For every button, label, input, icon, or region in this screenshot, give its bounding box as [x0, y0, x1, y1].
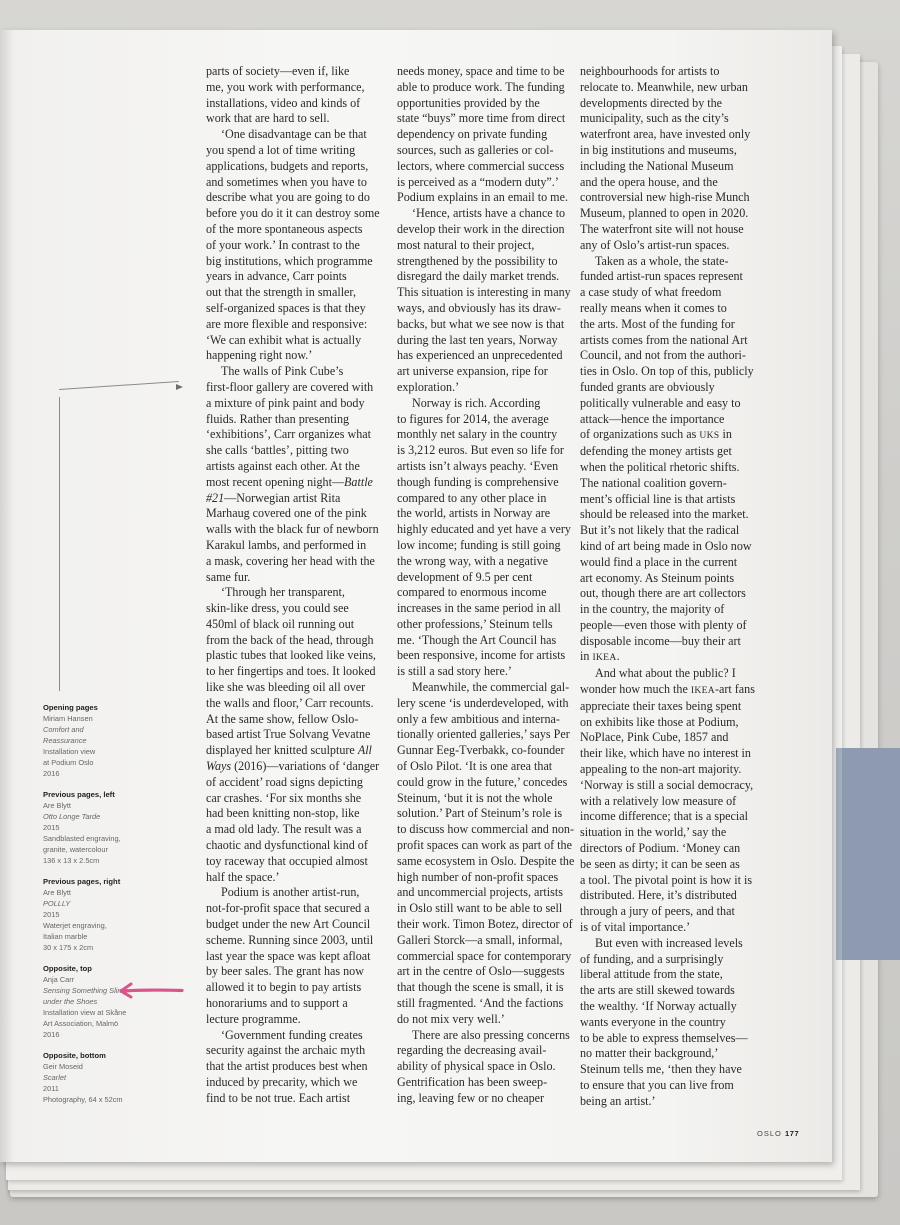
text-line: find to be not true. Each artist: [206, 1090, 351, 1105]
caption-group: [43, 789, 193, 866]
text-line: disposable income—buy their art: [580, 633, 741, 648]
text-line: art economy. As Steinum points: [580, 570, 735, 585]
text-line: through a jury of peers, and that: [580, 904, 735, 919]
text-line: the wrong way, with a negative: [397, 553, 549, 568]
paragraph: [397, 680, 581, 1028]
text-line: Gunnar Eeg-Tverbakk, co-founder: [397, 743, 565, 758]
text-line: art universe expansion, ripe for: [397, 364, 548, 379]
caption-line: Installation view: [43, 747, 96, 756]
text-line: induced by precarity, which we: [206, 1075, 358, 1089]
text-line: and the opera house, and the: [580, 174, 718, 189]
caption-line: 2015: [43, 910, 60, 919]
caption-group: [43, 963, 193, 1040]
text-line: fluids. Rather than presenting: [206, 411, 350, 426]
text-line: There are also pressing concerns: [412, 1027, 570, 1042]
text-line: last year the space was kept afloat: [206, 948, 371, 963]
text-line: wants everyone in the country: [580, 1014, 726, 1029]
text-line: from the back of the head, through: [206, 632, 374, 647]
text-line: to be able to express themselves—: [580, 1030, 748, 1045]
paragraph: [397, 64, 581, 206]
image-captions: [43, 702, 193, 1115]
text-line: This situation is interesting in many: [397, 285, 571, 300]
paragraph: [206, 1028, 390, 1107]
article-column-3: [580, 64, 764, 1110]
caption-line: Sandblasted engraving,: [43, 834, 121, 843]
text-line: waterfront area, have invested only: [580, 127, 751, 142]
text-line: disregard the daily market trends.: [397, 269, 560, 284]
text-line: half the space.’: [206, 869, 280, 884]
text-line: artists comes from the national Art: [580, 332, 748, 347]
text-line: happening right now.’: [206, 348, 313, 363]
text-line: the arts. Most of the funding for: [580, 316, 735, 331]
text-line: to figures for 2014, the average: [397, 411, 549, 426]
text-line: the wealthy. ‘If Norway actually: [580, 999, 737, 1014]
text-line: is 3,212 euros. But even so life for: [397, 443, 564, 458]
text-line: At the same show, fellow Oslo-: [206, 711, 359, 726]
text-line: Karakul lambs, and performed in: [206, 537, 367, 552]
text-line: do not mix very well.’: [397, 1011, 505, 1026]
text-line: of organizations such as UKS in: [580, 427, 732, 442]
text-line: in IKEA.: [580, 649, 620, 664]
text-line: politically vulnerable and easy to: [580, 395, 741, 410]
text-line: including the National Museum: [580, 158, 734, 173]
caption-line: Waterjet engraving,: [43, 921, 107, 930]
text-line: relocate to. Meanwhile, new urban: [580, 79, 748, 94]
text-line: Steinum tells me, ‘then they have: [580, 1062, 742, 1077]
text-line: and uncommercial projects, artists: [397, 885, 563, 900]
text-line: NoPlace, Pink Cube, 1857 and: [580, 730, 729, 745]
text-line: funded artist-run spaces represent: [580, 269, 743, 284]
text-line: But it’s not likely that the radical: [580, 523, 740, 538]
text-line: ability of physical space in Oslo.: [397, 1059, 556, 1074]
caption-heading: Previous pages, right: [43, 877, 121, 886]
text-line: wonder how much the IKEA-art fans: [580, 682, 755, 697]
article-column-2: [397, 64, 581, 1107]
text-line: that though the scene is small, it is: [397, 980, 564, 995]
text-line: are more flexible and responsive:: [206, 316, 368, 331]
text-line: strengthened by the possibility to: [397, 253, 558, 268]
caption-group: [43, 876, 193, 953]
text-line: should be released into the market.: [580, 507, 749, 522]
text-line: in Oslo still want to be able to sell: [397, 901, 563, 916]
caption-line: Scarlet: [43, 1073, 67, 1082]
text-line: The waterfront site will not house: [580, 221, 744, 236]
side-tab: [842, 748, 900, 960]
text-line: exploration.’: [397, 379, 460, 394]
text-line: ‘One disadvantage can be that: [221, 127, 367, 142]
text-line: installations, video and kinds of: [206, 95, 361, 110]
text-line: been responsive, income for artists: [397, 648, 566, 663]
caption-heading: Opposite, bottom: [43, 1051, 106, 1060]
text-line: a mixture of pink paint and body: [206, 395, 365, 410]
text-line: big institutions, which programme: [206, 253, 373, 268]
caption-group: [43, 702, 193, 779]
text-line: backs, but what we see now is that: [397, 316, 565, 331]
caption-line: Anja Carr: [43, 975, 75, 984]
footer-section: OSLO: [757, 1129, 782, 1138]
text-line: out, though there are art collectors: [580, 586, 746, 601]
text-line: kind of art being made in Oslo now: [580, 538, 752, 553]
text-line: Meanwhile, the commercial gal-: [412, 680, 570, 695]
text-line: is still a sad story here.’: [397, 664, 512, 679]
caption-line: at Podium Oslo: [43, 758, 94, 767]
text-line: directors of Podium. ‘Money can: [580, 841, 741, 856]
text-line: low income; funding is still going: [397, 537, 561, 552]
text-line: car crashes. ‘For six months she: [206, 790, 362, 805]
text-line: Galleri Storck—a small, informal,: [397, 932, 563, 947]
text-line: based artist True Solvang Vevatne: [206, 727, 371, 742]
text-line: state “buys” more time from direct: [397, 111, 566, 126]
text-line: though funding is comprehensive: [397, 474, 559, 489]
text-line: be seen as dirty; it can be seen as: [580, 856, 740, 871]
caption-line: Otto Longe Tarde: [43, 812, 101, 821]
text-line: people—even those with plenty of: [580, 617, 747, 632]
paragraph: [397, 1028, 581, 1107]
text-line: income difference; that is a special: [580, 809, 749, 824]
text-line: toy raceway that occupied almost: [206, 853, 368, 868]
text-line: before you do it it can destroy some: [206, 206, 380, 221]
text-line: to her fingertips and toes. It looked: [206, 664, 376, 679]
text-line: attack—hence the importance: [580, 411, 725, 426]
text-line: municipality, such as the city’s: [580, 111, 729, 126]
text-line: of the more spontaneous aspects: [206, 221, 363, 236]
text-line: me, you work with performance,: [206, 79, 365, 94]
text-line: of funding, and a surprisingly: [580, 951, 724, 966]
text-line: of your work.’ In contrast to the: [206, 237, 360, 252]
paragraph: [206, 585, 390, 885]
article-column-1: [206, 64, 390, 1107]
text-line: any of Oslo’s artist-run spaces.: [580, 237, 730, 252]
text-line: compared to any other place in: [397, 490, 547, 505]
text-line: to ensure that you can live from: [580, 1078, 734, 1092]
text-line: regarding the decreasing avail-: [397, 1043, 547, 1058]
caption-line: 136 x 13 x 2.5cm: [43, 856, 100, 865]
text-line: like she was bleeding oil all over: [206, 680, 366, 695]
text-line: lecture programme.: [206, 1011, 301, 1026]
text-line: Taken as a whole, the state-: [595, 253, 729, 268]
text-line: Gentrification has been sweep-: [397, 1075, 548, 1089]
text-line: in big institutions and museums,: [580, 142, 737, 157]
text-line: The walls of Pink Cube’s: [221, 364, 344, 379]
text-line: dependency on private funding: [397, 127, 548, 142]
text-line: is perceived as a “modern duty”.’: [397, 174, 559, 189]
text-line: distributed. Here, it’s distributed: [580, 888, 737, 903]
text-line: of Oslo Pilot. ‘It is one area that: [397, 759, 553, 774]
text-line: The national coalition govern-: [580, 475, 727, 490]
spine-shadow: [0, 30, 14, 1162]
text-line: funded grants are obviously: [580, 379, 715, 394]
text-line: same ecosystem in Oslo. Despite the: [397, 853, 575, 868]
text-line: first-floor gallery are covered with: [206, 379, 374, 394]
text-line: And what about the public? I: [595, 666, 736, 681]
text-line: ‘Norway is still a social democracy,: [580, 777, 754, 792]
text-line: during the last ten years, Norway: [397, 332, 558, 347]
text-line: applications, budgets and reports,: [206, 158, 369, 173]
paragraph: [206, 127, 390, 364]
text-line: being an artist.’: [580, 1093, 656, 1108]
text-line: ‘Government funding creates: [221, 1027, 363, 1042]
text-line: in the country, the majority of: [580, 602, 725, 617]
text-line: solution.’ Part of Steinum’s role is: [397, 806, 563, 821]
text-line: she calls ‘battles’, pitting two: [206, 443, 349, 458]
text-line: controversial new high-rise Munch: [580, 190, 750, 205]
page-footer: [757, 1129, 799, 1138]
text-line: ways, and obviously has its draw-: [397, 300, 561, 315]
text-line: artists isn’t always peachy. ‘Even: [397, 458, 559, 473]
text-line: had been knitting non-stop, like: [206, 806, 360, 821]
caption-line: Are Blytt: [43, 888, 71, 897]
text-line: scheme. Running since 2003, until: [206, 932, 374, 947]
text-line: the world, artists in Norway are: [397, 506, 551, 521]
text-line: security against the archaic myth: [206, 1043, 366, 1058]
text-line: and sometimes when you have to: [206, 174, 367, 189]
caption-heading: Opening pages: [43, 703, 98, 712]
text-line: Council, and not from the authori-: [580, 348, 746, 363]
text-line: their like, which have no interest in: [580, 746, 751, 761]
text-line: artists against each other. At the: [206, 458, 360, 473]
caption-line: 2016: [43, 1030, 60, 1039]
text-line: increases in the same period in all: [397, 601, 561, 616]
text-line: develop their work in the direction: [397, 221, 565, 236]
caption-line: Sensing Something Slimy: [43, 986, 128, 995]
text-line: high number of non-profit spaces: [397, 869, 559, 884]
text-line: commercial space for contemporary: [397, 948, 572, 963]
caption-line: Art Association, Malmö: [43, 1019, 119, 1028]
paragraph: [397, 396, 581, 680]
text-line: their work. Timon Botez, director of: [397, 917, 573, 932]
text-line: lectors, where commercial success: [397, 158, 565, 173]
text-line: ‘Hence, artists have a chance to: [412, 206, 566, 221]
text-line: would find a place in the current: [580, 554, 738, 569]
text-line: ties in Oslo. On top of this, publicly: [580, 364, 754, 379]
arrow-right-icon: [176, 384, 183, 390]
text-line: on exhibits like those at Podium,: [580, 714, 739, 729]
text-line: a mad old lady. The result was a: [206, 822, 362, 837]
text-line: monthly net salary in the country: [397, 427, 558, 442]
text-line: But even with increased levels: [595, 935, 743, 950]
text-line: highly educated and yet have a very: [397, 522, 571, 537]
text-line: the walls and floor,’ Carr recounts.: [206, 695, 374, 710]
text-line: compared to enormous income: [397, 585, 547, 600]
text-line: you spend a lot of time writing: [206, 142, 356, 157]
caption-line: POLLLY: [43, 899, 71, 908]
text-line: art in the centre of Oslo—suggests: [397, 964, 565, 979]
text-line: no matter their background,’: [580, 1046, 719, 1061]
text-line: appealing to the non-art majority.: [580, 762, 742, 777]
paragraph: [206, 64, 390, 127]
text-line: development of 9.5 per cent: [397, 569, 533, 584]
paragraph: [580, 666, 764, 936]
text-line: honorariums and to support a: [206, 996, 348, 1011]
paragraph: [580, 64, 764, 254]
caption-line: Italian marble: [43, 932, 88, 941]
caption-line: under the Shoes: [43, 997, 98, 1006]
text-line: other professions,’ Steinum tells: [397, 616, 553, 631]
text-line: Museum, planned to open in 2020.: [580, 206, 749, 221]
text-line: situation in the world,’ say the: [580, 825, 727, 840]
caption-line: Reassurance: [43, 736, 87, 745]
text-line: a tool. The pivotal point is how it is: [580, 872, 753, 887]
text-line: describe what you are going to do: [206, 190, 370, 205]
text-line: ‘Through her transparent,: [221, 585, 345, 600]
text-line: ‘We can exhibit what is actually: [206, 332, 362, 347]
paragraph: [580, 254, 764, 667]
text-line: defending the money artists get: [580, 444, 732, 459]
text-line: lery scene ‘is underdeveloped, with: [397, 695, 569, 710]
text-line: displayed her knitted sculpture All: [206, 743, 372, 758]
text-line: budget under the new Art Council: [206, 917, 371, 932]
paragraph: [206, 364, 390, 585]
text-line: most natural to their project,: [397, 237, 535, 252]
text-line: is of vital importance.’: [580, 920, 691, 935]
pointer-line-vertical: [59, 397, 60, 691]
text-line: needs money, space and time to be: [397, 64, 565, 78]
text-line: that the artist produces best when: [206, 1059, 368, 1074]
text-line: Ways (2016)—variations of ‘danger: [206, 759, 380, 774]
text-line: 450ml of black oil running out: [206, 616, 355, 631]
text-line: a mask, covering her head with the: [206, 553, 375, 568]
text-line: the arts are still skewed towards: [580, 983, 735, 998]
text-line: most recent opening night—Battle: [206, 474, 373, 489]
text-line: Steinum, ‘but it is not the whole: [397, 790, 553, 805]
text-line: Podium explains in an email to me.: [397, 190, 568, 205]
caption-line: granite, watercolour: [43, 845, 108, 854]
text-line: opportunities provided by the: [397, 95, 540, 110]
text-line: walls with the black fur of newborn: [206, 522, 379, 537]
text-line: chaotic and dysfunctional kind of: [206, 838, 368, 853]
caption-group: [43, 1050, 193, 1105]
caption-heading: Previous pages, left: [43, 790, 115, 799]
caption-line: 30 x 175 x 2cm: [43, 943, 94, 952]
text-line: tionally oriented galleries,’ says Per: [397, 727, 570, 742]
paragraph: [397, 206, 581, 396]
text-line: only a few ambitious and interna-: [397, 711, 560, 726]
text-line: ment’s official line is that artists: [580, 491, 736, 506]
page-number: 177: [784, 1129, 800, 1138]
caption-line: 2011: [43, 1084, 59, 1093]
caption-line: Comfort and: [43, 725, 84, 734]
text-line: plastic tubes that looked like veins,: [206, 648, 376, 663]
arrow-left-icon: [116, 980, 184, 1000]
text-line: me. ‘Though the Art Council has: [397, 632, 557, 647]
text-line: self-organized spaces is that they: [206, 300, 366, 315]
text-line: years in advance, Carr points: [206, 269, 347, 284]
text-line: could grow in the future,’ concedes: [397, 774, 568, 789]
text-line: neighbourhoods for artists to: [580, 64, 720, 78]
caption-line: 2016: [43, 769, 60, 778]
text-line: really means when it comes to: [580, 300, 727, 315]
text-line: Marhaug covered one of the pink: [206, 506, 367, 521]
text-line: sources, such as galleries or col-: [397, 142, 554, 157]
text-line: profit spaces can work as part of the: [397, 838, 572, 853]
text-line: appreciate their taxes being spent: [580, 698, 742, 713]
paragraph: [580, 936, 764, 1110]
text-line: has experienced an unprecedented: [397, 348, 563, 363]
text-line: #21—Norwegian artist Rita: [206, 490, 341, 505]
paragraph: [206, 885, 390, 1027]
text-line: ing, leaving few or no cheaper: [397, 1090, 545, 1105]
text-line: Norway is rich. According: [412, 395, 541, 410]
text-line: allowed it to begin to pay artists: [206, 980, 362, 995]
text-line: a case study of what freedom: [580, 285, 722, 300]
text-line: work that are hard to sell.: [206, 111, 330, 126]
caption-line: Photography, 64 x 52cm: [43, 1095, 123, 1104]
text-line: skin-like dress, you could see: [206, 601, 349, 616]
text-line: same fur.: [206, 569, 251, 584]
caption-line: 2015: [43, 823, 60, 832]
text-line: able to produce work. The funding: [397, 79, 565, 94]
caption-line: Are Blytt: [43, 801, 71, 810]
text-line: Podium is another artist-run,: [221, 885, 360, 900]
caption-heading: Opposite, top: [43, 964, 92, 973]
text-line: parts of society—even if, like: [206, 64, 350, 78]
text-line: not-for-profit space that secured a: [206, 901, 370, 916]
caption-line: Miriam Hansen: [43, 714, 93, 723]
text-line: when the political rhetoric shifts.: [580, 459, 740, 474]
caption-line: Geir Moseid: [43, 1062, 83, 1071]
text-line: by beer sales. The grant has now: [206, 964, 364, 979]
text-line: with a relatively low measure of: [580, 793, 737, 808]
text-line: liberal attitude from the state,: [580, 967, 723, 982]
text-line: still fragmented. ‘And the factions: [397, 996, 564, 1011]
text-line: out that the strength in smaller,: [206, 285, 356, 300]
text-line: to discuss how commercial and non-: [397, 822, 575, 837]
text-line: developments directed by the: [580, 95, 723, 110]
text-line: of accident’ road signs depicting: [206, 774, 363, 789]
caption-line: Installation view at Skåne: [43, 1008, 127, 1017]
text-line: ‘exhibitions’, Carr organizes what: [206, 427, 372, 442]
